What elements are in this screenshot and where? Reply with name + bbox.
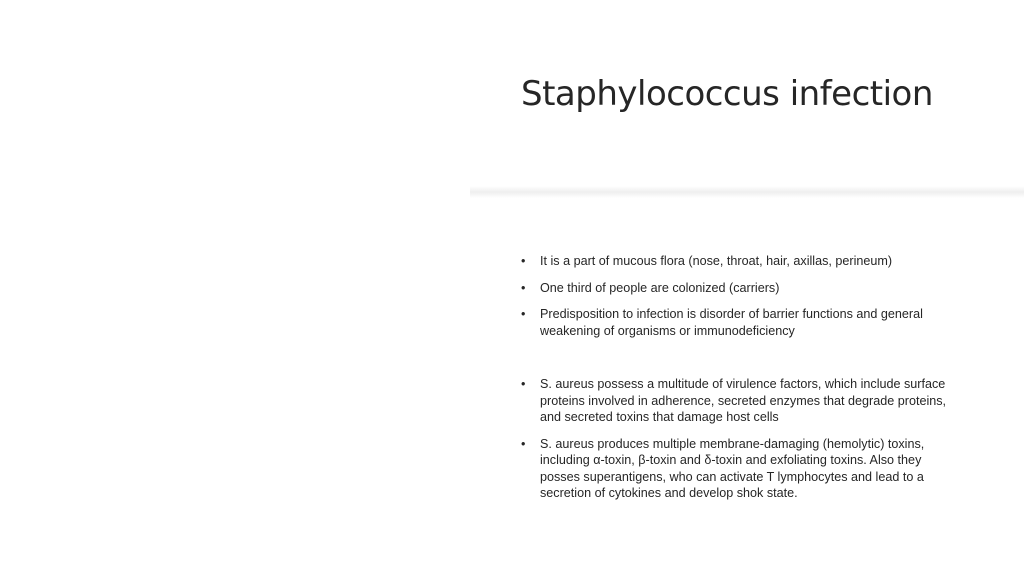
slide-content (521, 253, 961, 512)
bullet-dot-icon: • (521, 307, 526, 321)
bullet-item (521, 280, 961, 297)
bullet-dot-icon: • (521, 280, 526, 295)
bullet-item (521, 253, 961, 270)
bullet-list (521, 253, 961, 502)
bullet-text: Predisposition to infection is disorder of barrier functions and general weakening of organisms or immunodeficiency (540, 307, 923, 338)
bullet-dot-icon: • (521, 377, 526, 391)
title-divider (470, 186, 1024, 198)
bullet-dot-icon: • (521, 436, 526, 451)
bullet-item (521, 436, 961, 502)
bullet-dot-icon: • (521, 254, 526, 268)
bullet-item (521, 306, 961, 339)
bullet-text: One third of people are colonized (carriers) (540, 280, 780, 295)
slide-title: Staphylococcus infection (521, 74, 933, 114)
bullet-text: S. aureus produces multiple membrane-damaging (hemolytic) toxins, including α-toxin, β-toxin and δ-toxin and exfoliating toxins. Also they posses superantigens, who can activate T lymphocytes and lead to a secretion of cytokines and develop shok state. (540, 436, 925, 500)
bullet-text: S. aureus possess a multitude of virulence factors, which include surface proteins involved in adherence, secreted enzymes that degrade proteins, and secreted toxins that damage host cells (540, 377, 947, 424)
bullet-item (521, 376, 961, 426)
bullet-text: It is a part of mucous flora (nose, throat, hair, axillas, perineum) (540, 254, 893, 268)
